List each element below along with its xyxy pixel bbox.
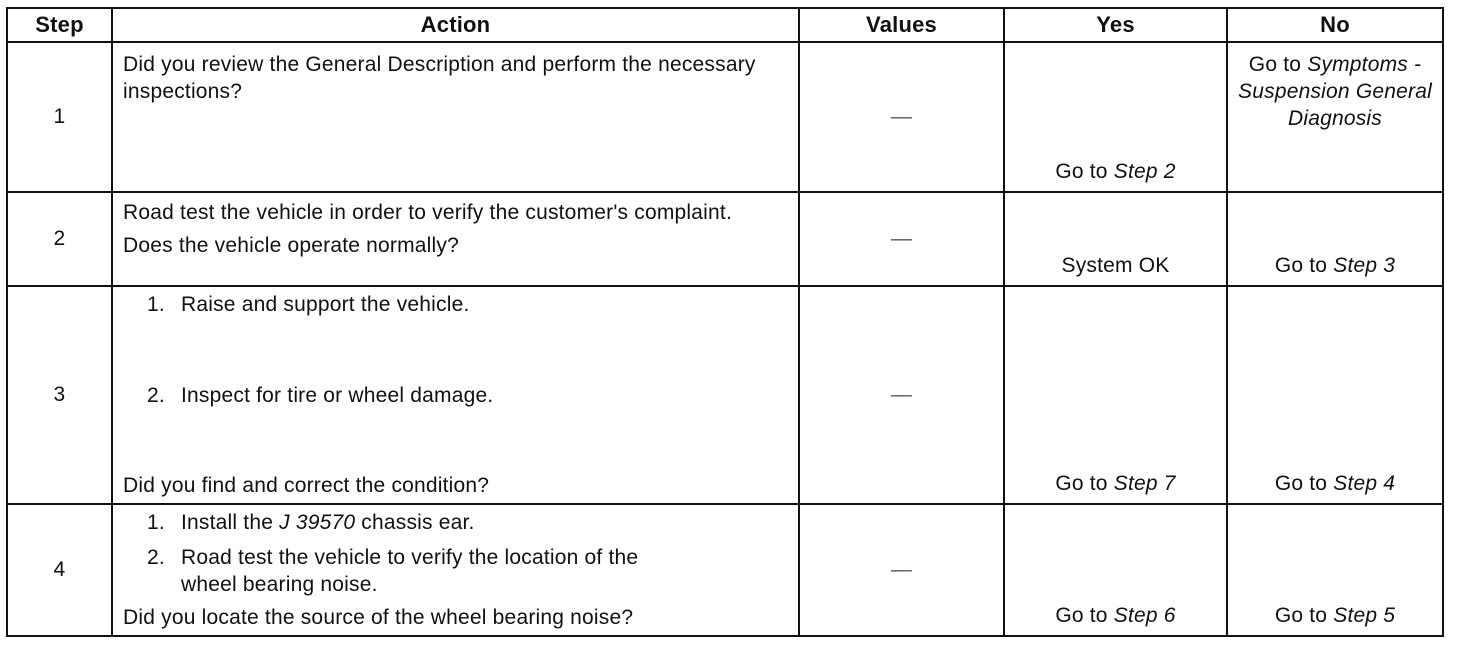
no-prefix: Go to [1248, 53, 1308, 76]
substep [123, 509, 786, 536]
no-link-symptoms[interactable]: Symptoms - Suspension General Diagnosis [1238, 53, 1432, 130]
substep [123, 544, 786, 598]
action-cell [112, 192, 799, 286]
substep-text: Inspect for tire or wheel damage. [181, 383, 494, 407]
yes-result: System OK [1061, 254, 1170, 277]
values-dash: — [890, 227, 913, 250]
yes-prefix: Go to [1055, 160, 1114, 183]
values-cell [799, 504, 1004, 636]
no-link-step[interactable]: Step 3 [1333, 254, 1396, 277]
substep [123, 291, 786, 318]
values-cell [799, 42, 1004, 192]
header-step: Step [7, 8, 112, 42]
yes-prefix: Go to [1055, 604, 1114, 627]
values-dash: — [890, 558, 913, 581]
step-number: 2 [7, 192, 112, 286]
action-question: Does the vehicle operate normally? [123, 234, 459, 257]
no-prefix: Go to [1274, 604, 1334, 627]
yes-cell [1004, 192, 1227, 286]
action-cell [112, 504, 799, 636]
header-values: Values [799, 8, 1004, 42]
action-text: Road test the vehicle in order to verify the customer's complaint. [123, 201, 732, 224]
substep-number: 1. [147, 511, 165, 534]
table-row-step-4 [7, 504, 1443, 636]
substep-text-post: chassis ear. [355, 511, 475, 534]
no-cell [1227, 286, 1443, 504]
no-link-step[interactable]: Step 5 [1333, 604, 1396, 627]
table-row-step-2 [7, 192, 1443, 286]
no-prefix: Go to [1274, 254, 1334, 277]
diagnostic-table [6, 7, 1444, 637]
header-no: No [1227, 8, 1443, 42]
step-number: 3 [7, 286, 112, 504]
step-number: 1 [7, 42, 112, 192]
substep-text-line1: Road test the vehicle to verify the location of the [181, 546, 639, 569]
yes-cell [1004, 42, 1227, 192]
values-dash: — [890, 105, 913, 128]
header-yes: Yes [1004, 8, 1227, 42]
no-prefix: Go to [1274, 472, 1334, 495]
yes-link-step[interactable]: Step 7 [1113, 472, 1176, 495]
action-cell [112, 286, 799, 504]
action-cell [112, 42, 799, 192]
no-cell [1227, 504, 1443, 636]
header-row [7, 8, 1443, 42]
table-row-step-1 [7, 42, 1443, 192]
table-row-step-3 [7, 286, 1443, 504]
action-question: Did you locate the source of the wheel bearing noise? [123, 606, 634, 629]
substep-text-line2: wheel bearing noise. [181, 573, 378, 596]
values-cell [799, 192, 1004, 286]
substep-text: Raise and support the vehicle. [181, 293, 470, 316]
yes-link-step[interactable]: Step 2 [1113, 160, 1176, 183]
yes-prefix: Go to [1055, 472, 1114, 495]
substep-number: 2. [147, 546, 165, 569]
yes-cell [1004, 504, 1227, 636]
substep-number: 1. [147, 293, 165, 316]
no-cell [1227, 192, 1443, 286]
substep [123, 382, 786, 409]
no-cell [1227, 42, 1443, 192]
tool-number: J 39570 [279, 511, 356, 534]
values-dash: — [890, 383, 913, 406]
action-question: Did you find and correct the condition? [123, 474, 490, 497]
substep-number: 2. [147, 383, 165, 407]
step-number: 4 [7, 504, 112, 636]
yes-cell [1004, 286, 1227, 504]
action-text: Did you review the General Description and perform the necessary inspections? [123, 53, 756, 103]
substep-text-pre: Install the [181, 511, 280, 534]
no-link-step[interactable]: Step 4 [1333, 472, 1396, 495]
yes-link-step[interactable]: Step 6 [1113, 604, 1176, 627]
values-cell [799, 286, 1004, 504]
header-action: Action [112, 8, 799, 42]
